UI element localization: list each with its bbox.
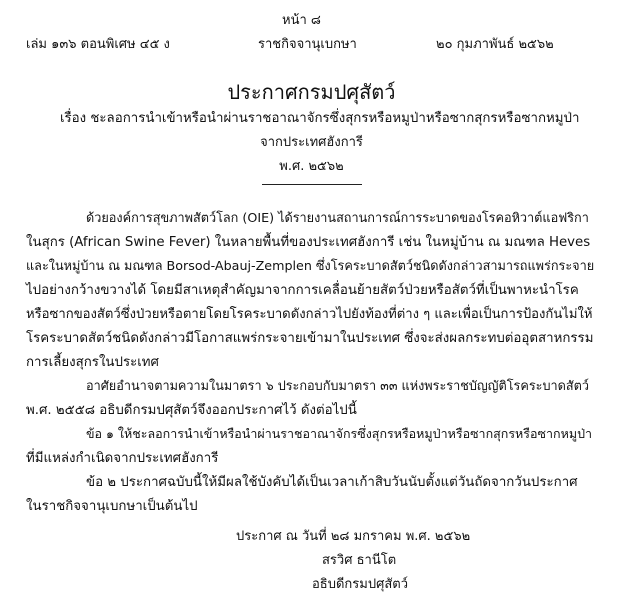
- clause-2: ข้อ ๒ ประกาศฉบับนี้ให้มีผลใช้บังคับได้เป็นเวลาเก้าสิบวันนับตั้งแต่วันถัดจากวันประกาศ: [86, 475, 578, 490]
- body-line: ไปอย่างกว้างขวางได้ โดยมีสาเหตุสำคัญมาจากการเคลื่อนย้ายสัตว์ป่วยหรือสัตว์ที่เป็นพาหะนำโรค: [26, 283, 579, 298]
- publication-date: ๒๐ กุมภาพันธ์ ๒๕๖๒: [436, 37, 554, 52]
- announcement-subject-cont: จากประเทศฮังการี: [260, 135, 363, 150]
- volume-issue: เล่ม ๑๓๖ ตอนพิเศษ ๔๕ ง: [26, 37, 170, 52]
- gazette-name: ราชกิจจานุเบกษา: [258, 37, 357, 52]
- given-date: ประกาศ ณ วันที่ ๒๘ มกราคม พ.ศ. ๒๕๖๒: [236, 529, 471, 544]
- page-number: หน้า ๘: [282, 13, 321, 28]
- announcement-subject: เรื่อง ชะลอการนำเข้าหรือนำผ่านราชอาณาจักรซึ่งสุกรหรือหมูป่าหรือซากสุกรหรือซากหมูป่า: [60, 111, 580, 126]
- announcement-year: พ.ศ. ๒๕๖๒: [279, 159, 344, 174]
- body-line: พ.ศ. ๒๕๕๘ อธิบดีกรมปศุสัตว์จึงออกประกาศไว้ ดังต่อไปนี้: [26, 403, 357, 418]
- announcement-title: ประกาศกรมปศุสัตว์: [227, 80, 396, 104]
- clause-1: ข้อ ๑ ให้ชะลอการนำเข้าหรือนำผ่านราชอาณาจักรซึ่งสุกรหรือหมูป่าหรือซากสุกรหรือซากหมูป่า: [86, 426, 593, 441]
- title-divider: [262, 184, 362, 185]
- body-line: ที่มีแหล่งกำเนิดจากประเทศฮังการี: [26, 451, 219, 466]
- body-line: หรือซากของสัตว์ซึ่งป่วยหรือตายโดยโรคระบาดดังกล่าวไปยังท้องที่ต่าง ๆ และเพื่อเป็นการป้องกันไม่ให้: [26, 307, 593, 322]
- body-line: ด้วยองค์การสุขภาพสัตว์โลก (OIE) ได้รายงานสถานการณ์การระบาดของโรคอหิวาต์แอฟริกา: [86, 210, 589, 225]
- body-line: การเลี้ยงสุกรในประเทศ: [26, 355, 160, 370]
- body-line: ในสุกร (African Swine Fever) ในหลายพื้นที่ของประเทศฮังการี เช่น ในหมู่บ้าน ณ มณฑล Heves: [26, 235, 591, 250]
- body-line: ในราชกิจจานุเบกษาเป็นต้นไป: [26, 499, 198, 514]
- body-line: และในหมู่บ้าน ณ มณฑล Borsod-Abauj-Zemplen ซึ่งโรคระบาดสัตว์ชนิดดังกล่าวสามารถแพร่กระจาย: [26, 258, 595, 273]
- body-line: อาศัยอำนาจตามความในมาตรา ๖ ประกอบกับมาตรา ๓๓ แห่งพระราชบัญญัติโรคระบาดสัตว์: [86, 378, 590, 393]
- signatory-position: อธิบดีกรมปศุสัตว์: [312, 577, 409, 592]
- body-line: โรคระบาดสัตว์ชนิดดังกล่าวมีโอกาสแพร่กระจายเข้ามาในประเทศ ซึ่งจะส่งผลกระทบต่ออุตสาหกรรม: [26, 331, 594, 346]
- signatory-name: สรวิศ ธานีโต: [322, 553, 397, 568]
